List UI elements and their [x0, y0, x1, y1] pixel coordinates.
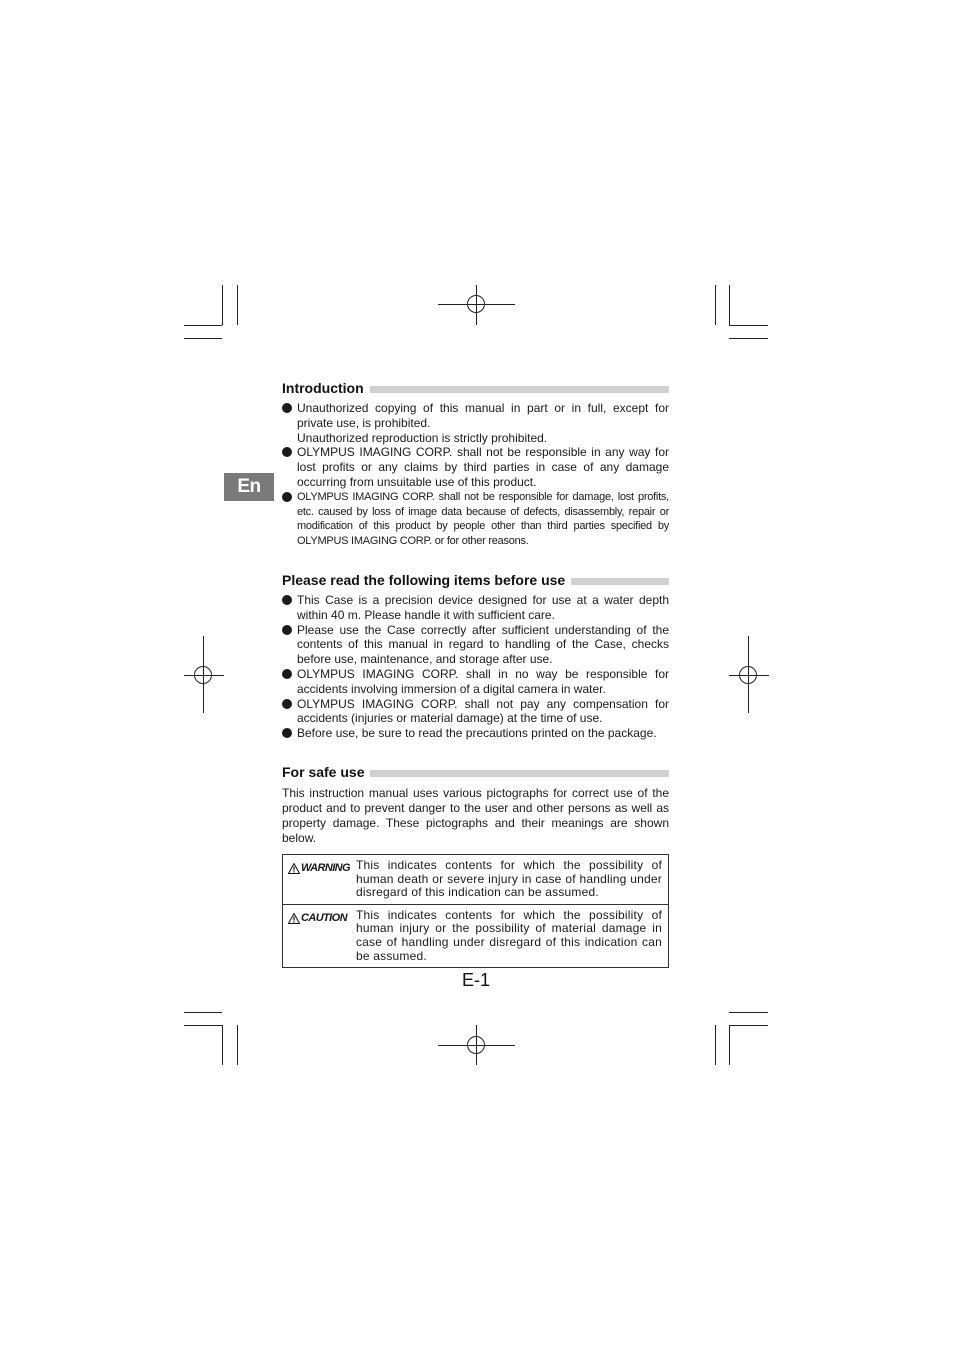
crop-mark: [729, 1025, 768, 1026]
crop-mark: [184, 1012, 222, 1013]
caution-label: CAUTION: [288, 912, 350, 926]
crop-mark: [222, 1025, 223, 1065]
crop-mark: [184, 325, 222, 326]
bullet-icon: [282, 403, 292, 413]
crop-mark: [729, 1012, 768, 1013]
bullet-icon: [282, 699, 292, 709]
crop-mark: [222, 285, 223, 325]
caution-description: This indicates contents for which the possibility of human injury or the possibility of material damage in case of handling under disregard of this indication can be assumed.: [350, 904, 669, 967]
safe-use-heading: [282, 764, 669, 780]
section-title: Please read the following items before use: [282, 571, 566, 588]
bullet-icon: [282, 447, 292, 457]
bullet-icon: [282, 669, 292, 679]
bullet-icon: [282, 625, 292, 635]
section-title: For safe use: [282, 763, 365, 780]
crop-mark: [715, 1025, 716, 1065]
page-content: [282, 380, 669, 968]
heading-rule: [370, 386, 669, 393]
crop-mark: [715, 285, 716, 325]
crop-mark: [729, 338, 768, 339]
warning-label: WARNING: [288, 862, 350, 876]
language-tab: En: [224, 473, 274, 501]
crop-mark: [237, 1025, 238, 1065]
page-number: E-1: [462, 970, 491, 990]
heading-rule: [571, 578, 669, 585]
pictograph-table: [282, 854, 669, 968]
crop-mark: [729, 325, 768, 326]
list-item: OLYMPUS IMAGING CORP. shall not be responsible in any way for lost profits or any claims by third parties in case of any damage occurring from unsuitable use of this product.: [282, 445, 669, 489]
list-item: This Case is a precision device designed for use at a water depth within 40 m. Please handle it with sufficient care.: [282, 593, 669, 623]
warning-triangle-icon: [288, 913, 300, 924]
list-item: OLYMPUS IMAGING CORP. shall not pay any compensation for accidents (injuries or material damage) at the time of use.: [282, 697, 669, 727]
crop-mark: [729, 285, 730, 325]
introduction-list: [282, 401, 669, 549]
read-before-use-heading: [282, 572, 669, 588]
list-item: Please use the Case correctly after sufficient understanding of the contents of this manual in regard to handling of the Case, checks before use, maintenance, and storage after use.: [282, 623, 669, 667]
read-before-use-list: [282, 593, 669, 741]
heading-rule: [370, 770, 669, 777]
bullet-icon: [282, 728, 292, 738]
warning-description: This indicates contents for which the possibility of human death or severe injury in case of handling under disregard of this indication can be assumed.: [350, 854, 669, 904]
safe-use-intro: This instruction manual uses various pictographs for correct use of the product and to prevent danger to the user and other persons as well as property damage. These pictographs and their meanings are shown below.: [282, 785, 669, 845]
list-item: OLYMPUS IMAGING CORP. shall not be responsible for damage, lost profits, etc. caused by loss of image data because of defects, disassembly, repair or modification of this product by people other than third parties specified by OLYMPUS IMAGING CORP. or for other reasons.: [282, 490, 669, 549]
list-item: Unauthorized copying of this manual in part or in full, except for private use, is prohibited. Unauthorized reproduction is strictly prohibited.: [282, 401, 669, 445]
crop-mark: [729, 1025, 730, 1065]
warning-triangle-icon: [288, 863, 300, 874]
crop-mark: [184, 338, 222, 339]
list-item: OLYMPUS IMAGING CORP. shall in no way be responsible for accidents involving immersion of a digital camera in water.: [282, 667, 669, 697]
bullet-icon: [282, 595, 292, 605]
list-item: Before use, be sure to read the precautions printed on the package.: [282, 726, 669, 741]
table-row: [283, 904, 669, 967]
list-item-note: Unauthorized reproduction is strictly prohibited.: [297, 430, 548, 445]
section-title: Introduction: [282, 380, 364, 396]
introduction-heading: [282, 380, 669, 396]
table-row: [283, 854, 669, 904]
crop-mark: [184, 1025, 222, 1026]
bullet-icon: [282, 492, 292, 502]
crop-mark: [237, 285, 238, 325]
